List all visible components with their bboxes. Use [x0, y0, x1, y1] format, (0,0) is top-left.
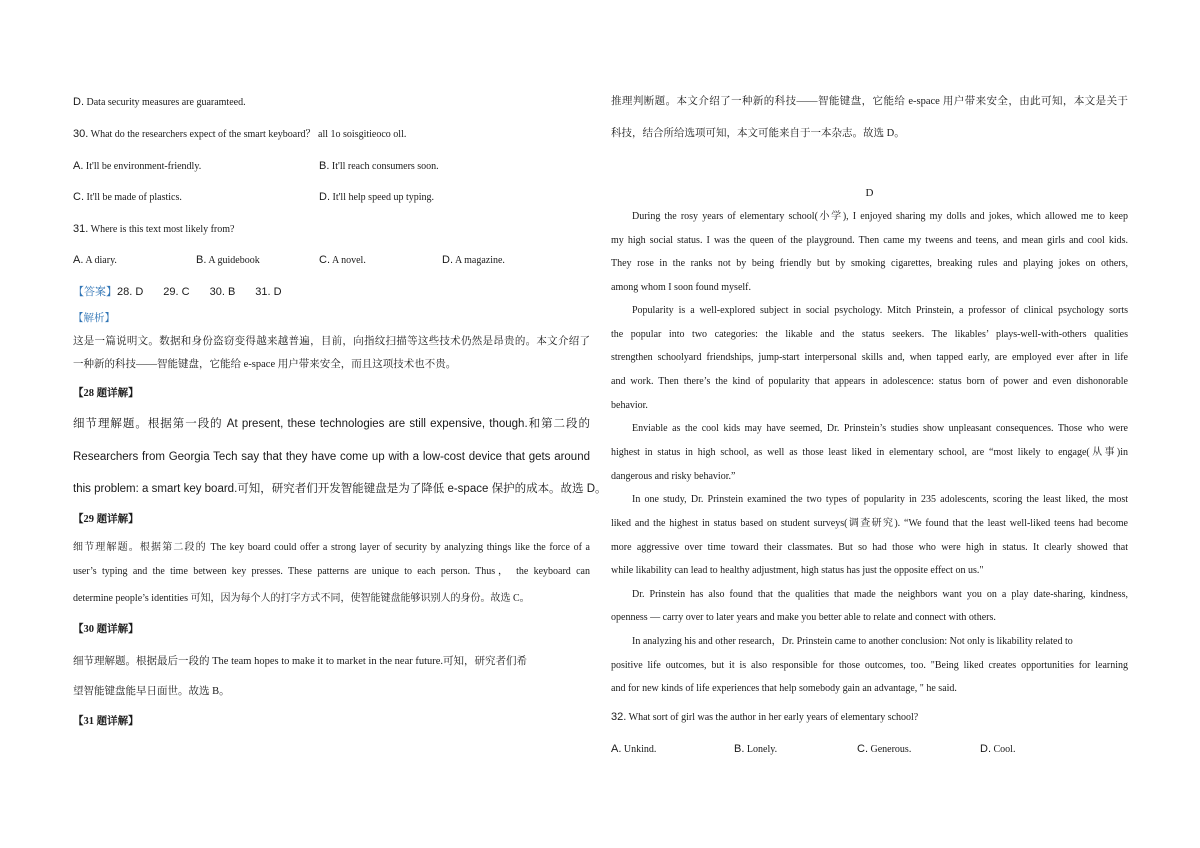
passage-line: positive life outcomes, but it is also responsible for those outcomes, too. "Being liked creates opportunities for learning	[611, 660, 1128, 671]
passage-line: while likability can lead to healthy adjustment, high status has just the opposite effect on us."	[611, 565, 984, 576]
q31-option-b: B. A guidebook	[196, 254, 260, 266]
passage-line: strengthen schoolyard friendships, jump-start interpersonal skills and, when tapped early, are employed ever after in life	[611, 352, 1128, 363]
q32-option-b: B. Lonely.	[734, 743, 778, 755]
passage-line: In one study, Dr. Prinstein examined the two types of popularity in 235 adolescents, scoring the least liked, the most	[632, 494, 1128, 505]
passage-line: liked and the highest in status based on student surveys(调查研究). “We found that the least well-liked teens had become	[611, 518, 1128, 529]
detail-29-title: 【29 题详解】	[73, 514, 139, 525]
detail-29-line: determine people’s identities 可知，因为每个人的打字方式不同，使智能键盘能够识别人的身份。故选 C。	[73, 593, 530, 604]
question-31: 31. Where is this text most likely from?	[73, 223, 235, 235]
analysis-line: 一种新的科技——智能键盘，它能给 e-space 用户带来安全，而且这项技术也不贵。	[73, 359, 457, 370]
passage-line: In analyzing his and other research，Dr. Prinstein came to another conclusion: Not only is likability related to	[632, 636, 1073, 647]
section-heading: D	[865, 187, 874, 199]
passage-line: behavior.	[611, 400, 648, 411]
detail-31-title: 【31 题详解】	[73, 716, 139, 727]
analysis-line: 这是一篇说明文。数据和身份盗窃变得越来越普遍，目前，向指纹扫描等这些技术仍然是昂贵的。本文介绍了	[73, 336, 590, 347]
passage-line: During the rosy years of elementary school(小学), I enjoyed sharing my dolls and jokes, which allowed me to keep	[632, 211, 1128, 222]
passage-line: more aggressive over time toward their classmates. But so had those who were high in status. It clearly showed that	[611, 542, 1128, 553]
question-30: 30. What do the researchers expect of the smart keyboard？ all 1o soisgitieoco oll.	[73, 128, 407, 140]
passage-line: openness — carry over to later years and make you better able to relate and connect with others.	[611, 612, 996, 623]
q30-option-d: D. It'll help speed up typing.	[319, 191, 435, 203]
detail-30-title: 【30 题详解】	[73, 624, 139, 635]
q30-option-c: C. It'll be made of plastics.	[73, 191, 182, 203]
detail-31-line: 推理判断题。本文介绍了一种新的科技——智能键盘，它能给 e-space 用户带来安全，由此可知，本文是关于	[611, 96, 1128, 107]
q32-option-a: A. Unkind.	[611, 743, 657, 755]
detail-28-line: Researchers from Georgia Tech say that they have come up with a low-cost device that gets around	[73, 451, 590, 463]
q31-option-c: C. A novel.	[319, 254, 366, 266]
passage-line: dangerous and risky behavior.”	[611, 471, 736, 482]
passage-line: Enviable as the cool kids may have seemed, Dr. Prinstein’s studies show unpleasant consequences. Those who were	[632, 423, 1128, 434]
passage-line: and work. Then there’s the kind of popularity that appears in adolescence: status born of power and even dishonorable	[611, 376, 1128, 387]
passage-line: and for new kinds of life experiences that help somebody gain an advantage, " he said.	[611, 683, 957, 694]
passage-line: Popularity is a well-explored subject in social psychology. Mitch Prinstein, a professor of clinical psychology sorts	[632, 305, 1128, 316]
analysis-label: 【解析】	[73, 313, 115, 324]
detail-30-line: 望智能键盘能早日面世。故选 B。	[73, 686, 230, 697]
q31-option-d: D. A magazine.	[442, 254, 505, 266]
q29-option-d: D. Data security measures are guaramteed.	[73, 96, 246, 108]
detail-31-line: 科技，结合所给选项可知，本文可能来自于一本杂志。故选 D。	[611, 128, 905, 139]
detail-28-line: this problem: a smart key board.可知，研究者们开发智能键盘是为了降低 e-space 保护的成本。故选 D。	[73, 483, 607, 495]
passage-line: Dr. Prinstein has also found that the qualities that made the neighbors want you on a play date-sharing, kindness,	[632, 589, 1128, 600]
q30-option-b: B. It'll reach consumers soon.	[319, 160, 439, 172]
passage-line: my high social status. I was the queen of the playground. Then came my tweens and teens, and mean girls and cool kids.	[611, 235, 1128, 246]
answer-line: 【答案】28. D 29. C 30. B 31. D	[73, 286, 282, 298]
q32-option-c: C. Generous.	[857, 743, 912, 755]
q31-option-a: A. A diary.	[73, 254, 117, 266]
detail-30-line: 细节理解题。根据最后一段的 The team hopes to make it to market in the near future.可知，研究者们希	[73, 656, 528, 667]
passage-line: highest in status in high school, as well as those least liked in elementary school, are “most likely to engage(从事)in	[611, 447, 1128, 458]
detail-29-line: user’s typing and the time between key presses. These patterns are unique to each person. Thus， the keyboard can	[73, 566, 590, 577]
q30-option-a: A. It'll be environment-friendly.	[73, 160, 202, 172]
detail-28-title: 【28 题详解】	[73, 388, 139, 399]
detail-28-line: 细节理解题。根据第一段的 At present, these technologies are still expensive, though.和第二段的	[73, 418, 590, 430]
passage-line: They rose in the ranks not by being friendly but by smoking cigarettes, breaking rules and playing jokes on others,	[611, 258, 1128, 269]
passage-line: the popular into two categories: the likable and the status seekers. The likables’ plays-well-with-others qualities	[611, 329, 1128, 340]
q32-option-d: D. Cool.	[980, 743, 1016, 755]
passage-line: among whom I soon found myself.	[611, 282, 751, 293]
detail-29-line: 细节理解题。根据第二段的 The key board could offer a strong layer of security by analyzing things like the force of a	[73, 542, 590, 553]
question-32: 32. What sort of girl was the author in her early years of elementary school?	[611, 711, 919, 723]
